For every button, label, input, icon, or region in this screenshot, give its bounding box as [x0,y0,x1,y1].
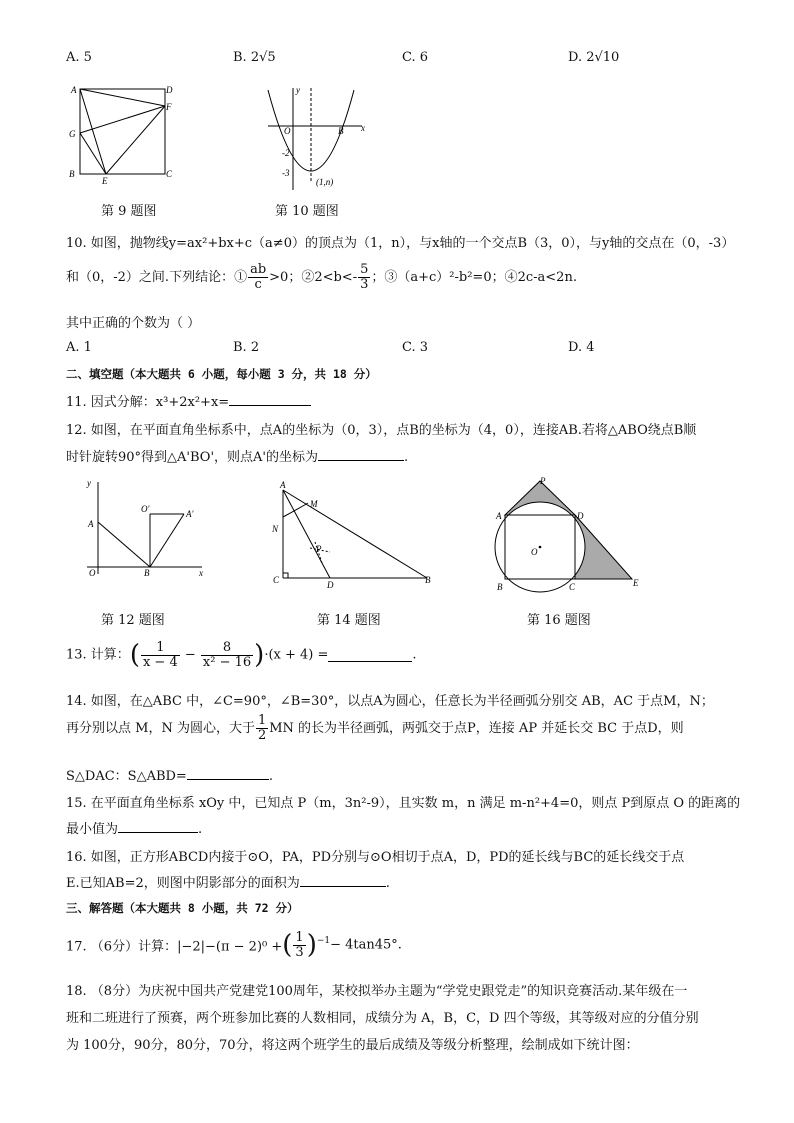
fig14-label-a: A [280,480,286,490]
q13-line: 13. 计算：( $\frac{1}{x - 4}$ − $\frac{8}{\text{x² − 16}}$ )·(x + 4) = . [66,639,417,670]
fig12-label-y: y [87,478,91,488]
fig16-label-e: E [633,578,639,588]
fig16-label-b: B [497,582,503,592]
q10-line1: 10. 如图，抛物线y=ax²+bx+c（a≠0）的顶点为（1，n），与x轴的一个交点B（3，0），与y轴的交点在（0，-3） [66,236,735,251]
fig10-label-neg2: -2 [282,148,290,158]
section-3-heading: 三、解答题（本大题共 8 小题，共 72 分） [66,901,299,915]
q10-line3: 其中正确的个数为（ ） [66,316,201,331]
fig14-label-n: N [272,524,279,534]
q12-line1: 12. 如图，在平面直角坐标系中，点A的坐标为（0，3），点B的坐标为（4，0），连接AB.若将△ABO绕点B顺 [66,423,697,438]
fig16-caption: 第 16 题图 [527,613,591,628]
fig12-label-a-prime: A' [186,509,194,519]
q15-line2: 最小值为 . [66,822,203,837]
q12-line2: 时针旋转90°得到△A'BO'，则点A'的坐标为 . [66,450,409,465]
q14-line3: S△DAC：S△ABD= . [66,769,273,784]
q10-option-c: C. 3 [402,340,429,355]
fig9-label-f: F [166,102,172,112]
fig14-label-m: M [310,499,318,509]
q14-line1: 14. 如图，在△ABC 中，∠C=90°，∠B=30°，以点A为圆心，任意长为半径画弧分别交 AB，AC 于点M，N； [66,694,714,709]
fig14-caption: 第 14 题图 [317,613,381,628]
q10-line2: 和（0，-2）之间.下列结论：① $\frac{ab}{c}$ >0；②2<b<- $\frac{5}{3}$ ；③（a+c）²-b²=0；④2c-a<2n. [66,262,577,292]
q17-line: 17. （6分）计算：|−2|−(π − 2)⁰ +( $\frac{1}{3}$ )$^{-1}$− 4tan45°. [66,929,402,960]
figure-9-diagram [66,84,176,188]
figure-16-diagram [492,476,642,596]
q9-option-d: D. 2√10 [568,50,620,65]
fig12-label-o: O [89,568,96,578]
fig9-caption: 第 9 题图 [101,204,157,219]
q16-line2: E.已知AB=2，则图中阴影部分的面积为 . [66,876,390,891]
fig12-caption: 第 12 题图 [101,613,165,628]
fig9-label-g: G [69,129,76,139]
fig16-label-d: D [577,511,584,521]
figure-10-diagram [262,86,372,190]
fig16-label-c: C [569,582,576,592]
q9-option-c: C. 6 [402,50,429,65]
q18-line1: 18. （8分）为庆祝中国共产党建党100周年，某校拟举办主题为“学党史跟党走”的知识竞赛活动.某年级在一 [66,984,688,999]
q11-line: 11. 因式分解：x³+2x²+x= [66,391,311,410]
q9-option-b: B. 2√5 [233,50,276,65]
fig9-label-d: D [166,85,173,95]
fig10-label-neg3: -3 [282,168,290,178]
fig12-label-a: A [88,519,94,529]
q9-option-a: A. 5 [66,50,92,65]
fig10-label-x: x [361,123,365,133]
figure-12-diagram [84,480,209,576]
q18-line3: 为 100分，90分，80分，70分，将这两个班学生的最后成绩及等级分析整理，绘制成如下统计图： [66,1038,639,1053]
q18-line2: 班和二班进行了预赛，两个班参加比赛的人数相同，成绩分为 A，B，C，D 四个等级，其等级对应的分值分别 [66,1011,699,1026]
fig9-label-b: B [69,169,75,179]
q15-line1: 15. 在平面直角坐标系 xOy 中，已知点 P（m，3n²-9），且实数 m，n 满足 m-n²+4=0，则点 P到原点 O 的距离的 [66,796,741,811]
fig16-label-p: P [540,476,546,486]
fig14-label-c: C [273,575,280,585]
fig16-label-a: A [496,511,502,521]
fig9-label-a: A [71,85,77,95]
fig10-label-o: O [284,126,291,136]
fig16-label-o: O [531,547,538,557]
figure-14-diagram [270,480,440,590]
fig12-label-b: B [144,568,150,578]
fig10-label-y: y [296,85,300,95]
fig10-caption: 第 10 题图 [275,204,339,219]
fig14-label-d: D [327,580,334,590]
fig10-label-b: B [338,126,344,136]
q14-line2: 再分别以点 M，N 为圆心，大于 $\frac{1}{2}$ MN 的长为半径画弧，两弧交于点P，连接 AP 并延长交 BC 于点D，则 [66,713,684,743]
fig10-label-vertex: (1,n) [316,177,334,187]
fig12-label-o-prime: O' [141,504,150,514]
q10-option-a: A. 1 [66,340,92,355]
q10-option-d: D. 4 [568,340,595,355]
q10-option-b: B. 2 [233,340,260,355]
fig14-label-b: B [425,575,431,585]
fig9-label-c: C [166,169,173,179]
fig9-label-e: E [102,176,108,186]
fig14-label-p: P [316,544,322,554]
section-2-heading: 二、填空题（本大题共 6 小题，每小题 3 分，共 18 分） [66,367,377,381]
fig12-label-x: x [199,568,203,578]
q16-line1: 16. 如图，正方形ABCD内接于⊙O，PA，PD分别与⊙O相切于点A，D，PD的延长线与BC的延长线交于点 [66,850,685,865]
